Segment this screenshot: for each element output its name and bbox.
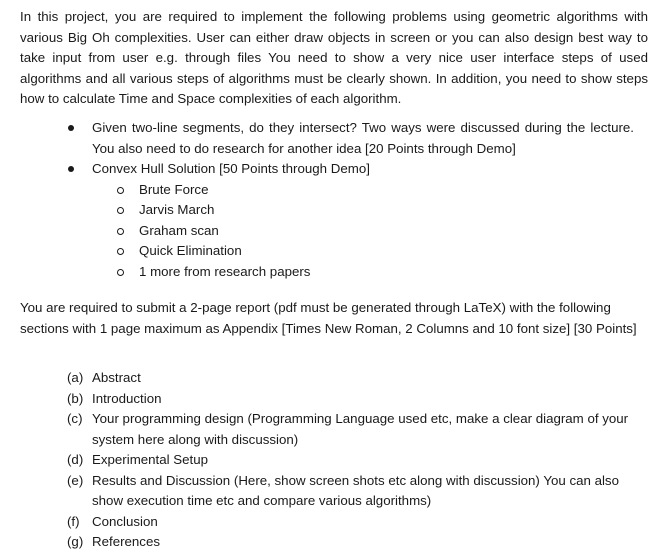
section-text: Conclusion [92,513,158,529]
hollow-bullet-icon [117,248,124,255]
hollow-bullet-icon [117,228,124,235]
report-section-item [0,368,630,389]
algorithm-label: 1 more from research papers [139,263,311,279]
section-marker: (d) [67,452,84,467]
problem-text: Given two-line segments, do they intersect? Two ways were discussed during the lecture. You also need to do research for another idea [20 Points through Demo] [92,120,634,156]
section-marker: (b) [67,390,84,406]
section-text: References [92,534,160,549]
intro-paragraph: In this project, you are required to implement the following problems using geometric algorithms with various Big Oh complexities. User can either draw objects in screen or you can also design best way to take input from user e.g. through files You need to show a very nice user interface steps of used algorithms and all various steps of algorithms must be clearly shown. In addition, you need to show steps how to calculate Time and Space complexities of each algorithm. [20,9,648,106]
report-section-list [0,368,670,553]
problem-item-convex-hull [0,159,634,180]
section-text: Abstract [92,370,141,385]
report-section-item [0,512,630,533]
convex-hull-subitems [0,180,670,283]
section-marker: (f) [67,513,80,529]
algorithm-item [0,180,670,201]
hollow-bullet-icon [117,187,124,194]
section-marker: (c) [67,411,83,426]
section-text: Experimental Setup [92,452,209,467]
hollow-bullet-icon [117,207,124,214]
report-section-item [0,471,630,512]
algorithm-label: Quick Elimination [139,243,242,258]
section-marker: (e) [67,472,84,488]
section-text: Results and Discussion (Here, show screen shots etc along with discussion) You can also show execution time etc and compare various algorithms) [92,472,619,508]
report-section-item [0,409,630,450]
algorithm-item [0,221,670,242]
problem-item-line-intersection [0,118,634,159]
section-marker: (a) [67,370,84,385]
section-text: Introduction [92,390,162,406]
report-section-item [0,450,630,471]
algorithm-label: Brute Force [139,181,209,197]
algorithm-item [0,262,670,283]
report-paragraph: You are required to submit a 2-page report (pdf must be generated through LaTeX) with the following sections with 1 page maximum as Appendix [Times New Roman, 2 Columns and 10 font size] [30 Points] [20,300,637,336]
report-section-item [0,389,630,410]
section-marker: (g) [67,534,84,549]
bullet-icon [68,125,74,131]
problem-text: Convex Hull Solution [50 Points through Demo] [92,161,370,176]
section-text: Your programming design (Programming Language used etc, make a clear diagram of your system here along with discussion) [92,411,629,447]
algorithm-item [0,241,670,262]
algorithm-list [0,180,670,283]
report-section-item [0,532,630,553]
problem-list [0,118,670,282]
algorithm-label: Jarvis March [139,202,215,217]
bullet-icon [68,166,74,172]
algorithm-item [0,200,670,221]
algorithm-label: Graham scan [139,222,219,238]
hollow-bullet-icon [117,269,124,276]
